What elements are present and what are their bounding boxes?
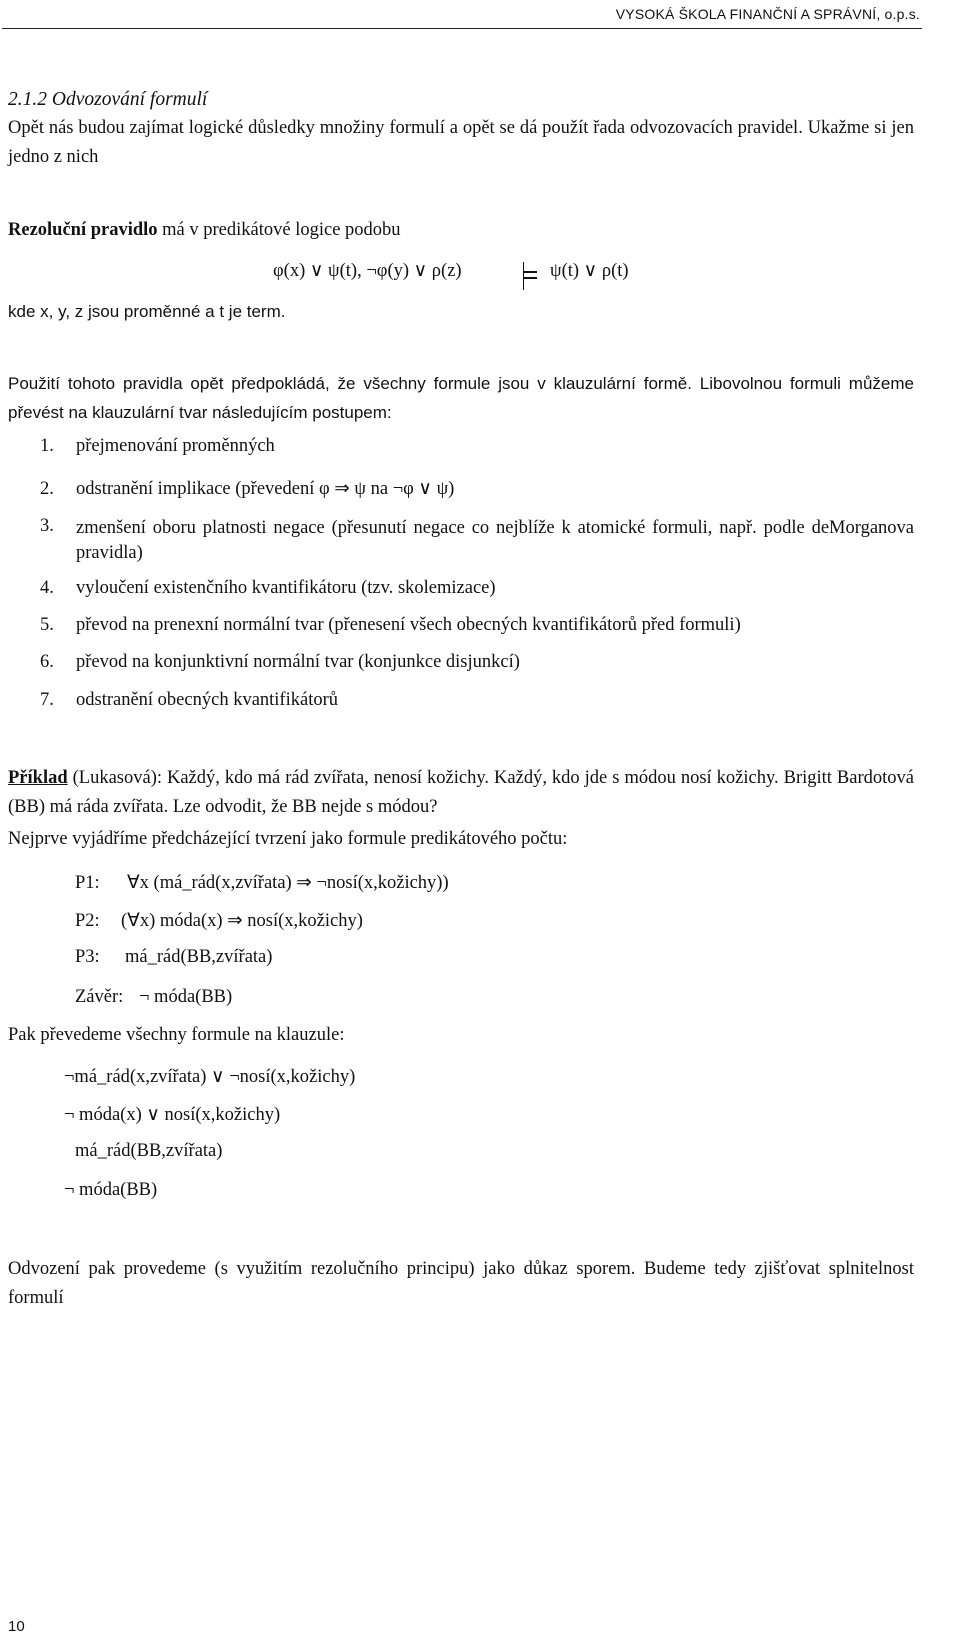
- intro-paragraph: Opět nás budou zajímat logické důsledky množiny formulí a opět se dá použít řada odvozovacích pravidel. Ukažme si jen jedno z nich: [8, 118, 914, 167]
- list-text: vyloučení existenčního kvantifikátoru (tzv. skolemizace): [76, 578, 496, 598]
- example-label: Příklad: [8, 768, 68, 788]
- list-number: 3.: [40, 516, 54, 536]
- conclusion-line: [75, 987, 232, 1008]
- premise-label: P2:: [75, 911, 100, 931]
- premise-line: [75, 910, 363, 932]
- premise-line: [75, 947, 272, 968]
- example-paragraph: [8, 764, 914, 822]
- premise-formula: (∀x) móda(x) ⇒ nosí(x,kožichy): [121, 911, 363, 931]
- list-item: [40, 478, 454, 500]
- premise-label: P1:: [75, 873, 100, 893]
- clause-item: ¬ móda(x) ∨ nosí(x,kožichy): [64, 1105, 281, 1125]
- list-number: 1.: [40, 436, 54, 456]
- clause-item: má_rád(BB,zvířata): [75, 1141, 223, 1161]
- list-number: 7.: [40, 690, 54, 710]
- models-symbol: [523, 262, 524, 290]
- list-text: odstranění obecných kvantifikátorů: [76, 690, 338, 710]
- list-item: [40, 690, 338, 711]
- clauses-intro: Pak převedeme všechny formule na klauzule:: [8, 1025, 345, 1045]
- list-text: zmenšení oboru platnosti negace (přesunutí negace co nejblíže k atomické formuli, např. podle deMorganova pravidla): [76, 518, 914, 563]
- list-text: odstranění implikace (převedení φ ⇒ ψ na ¬φ ∨ ψ): [76, 479, 455, 499]
- clause-item: ¬ móda(BB): [64, 1180, 158, 1200]
- list-number: 2.: [40, 479, 54, 499]
- list-item: [40, 516, 914, 566]
- clause-item: ¬má_rád(x,zvířata) ∨ ¬nosí(x,kožichy): [64, 1067, 356, 1087]
- list-text: převod na konjunktivní normální tvar (konjunkce disjunkcí): [76, 652, 520, 672]
- list-number: 5.: [40, 615, 54, 635]
- resolution-rule-term: Rezoluční pravidlo: [8, 220, 158, 240]
- resolution-rule-text: má v predikátové logice podobu: [157, 220, 401, 240]
- section-title: 2.1.2 Odvozování formulí: [8, 89, 208, 110]
- resolution-formula-right: ψ(t) ∨ ρ(t): [550, 261, 629, 281]
- variables-note: kde x, y, z jsou proměnné a t je term.: [8, 302, 286, 321]
- page-number: 10: [8, 1618, 25, 1635]
- premise-formula: ∀x (má_rád(x,zvířata) ⇒ ¬nosí(x,kožichy)): [127, 873, 449, 893]
- list-number: 4.: [40, 578, 54, 598]
- resolution-rule-line: [8, 220, 401, 241]
- list-text: přejmenování proměnných: [76, 436, 275, 456]
- list-item: [40, 436, 275, 457]
- conclusion-formula: ¬ móda(BB): [139, 987, 233, 1007]
- list-text: převod na prenexní normální tvar (přenesení všech obecných kvantifikátorů před formuli): [76, 615, 741, 635]
- usage-paragraph: Použití tohoto pravidla opět předpokládá, že všechny formule jsou v klauzulární formě. Libovolnou formuli můžeme převést na klauzulární tvar následujícím postupem:: [8, 374, 914, 422]
- list-number: 6.: [40, 652, 54, 672]
- resolution-formula-left: φ(x) ∨ ψ(t), ¬φ(y) ∨ ρ(z): [273, 261, 462, 281]
- premise-label: P3:: [75, 947, 100, 967]
- formulas-intro: Nejprve vyjádříme předcházející tvrzení jako formule predikátového počtu:: [8, 829, 568, 849]
- list-item: [40, 652, 520, 673]
- list-item: [40, 578, 496, 599]
- conclusion-label: Závěr:: [75, 987, 124, 1007]
- list-item: [40, 615, 741, 636]
- running-header: VYSOKÁ ŠKOLA FINANČNÍ A SPRÁVNÍ, o.p.s.: [615, 6, 920, 22]
- header-rule: [2, 28, 922, 29]
- derivation-paragraph: Odvození pak provedeme (s využitím rezolučního principu) jako důkaz sporem. Budeme tedy zjišťovat splnitelnost formulí: [8, 1259, 914, 1308]
- premise-line: [75, 872, 449, 894]
- example-text: (Lukasová): Každý, kdo má rád zvířata, nenosí kožichy. Každý, kdo jde s módou nosí kožichy. Brigitt Bardotová (BB) má ráda zvířata. Lze odvodit, že BB nejde s módou?: [8, 768, 914, 817]
- premise-formula: má_rád(BB,zvířata): [125, 947, 273, 967]
